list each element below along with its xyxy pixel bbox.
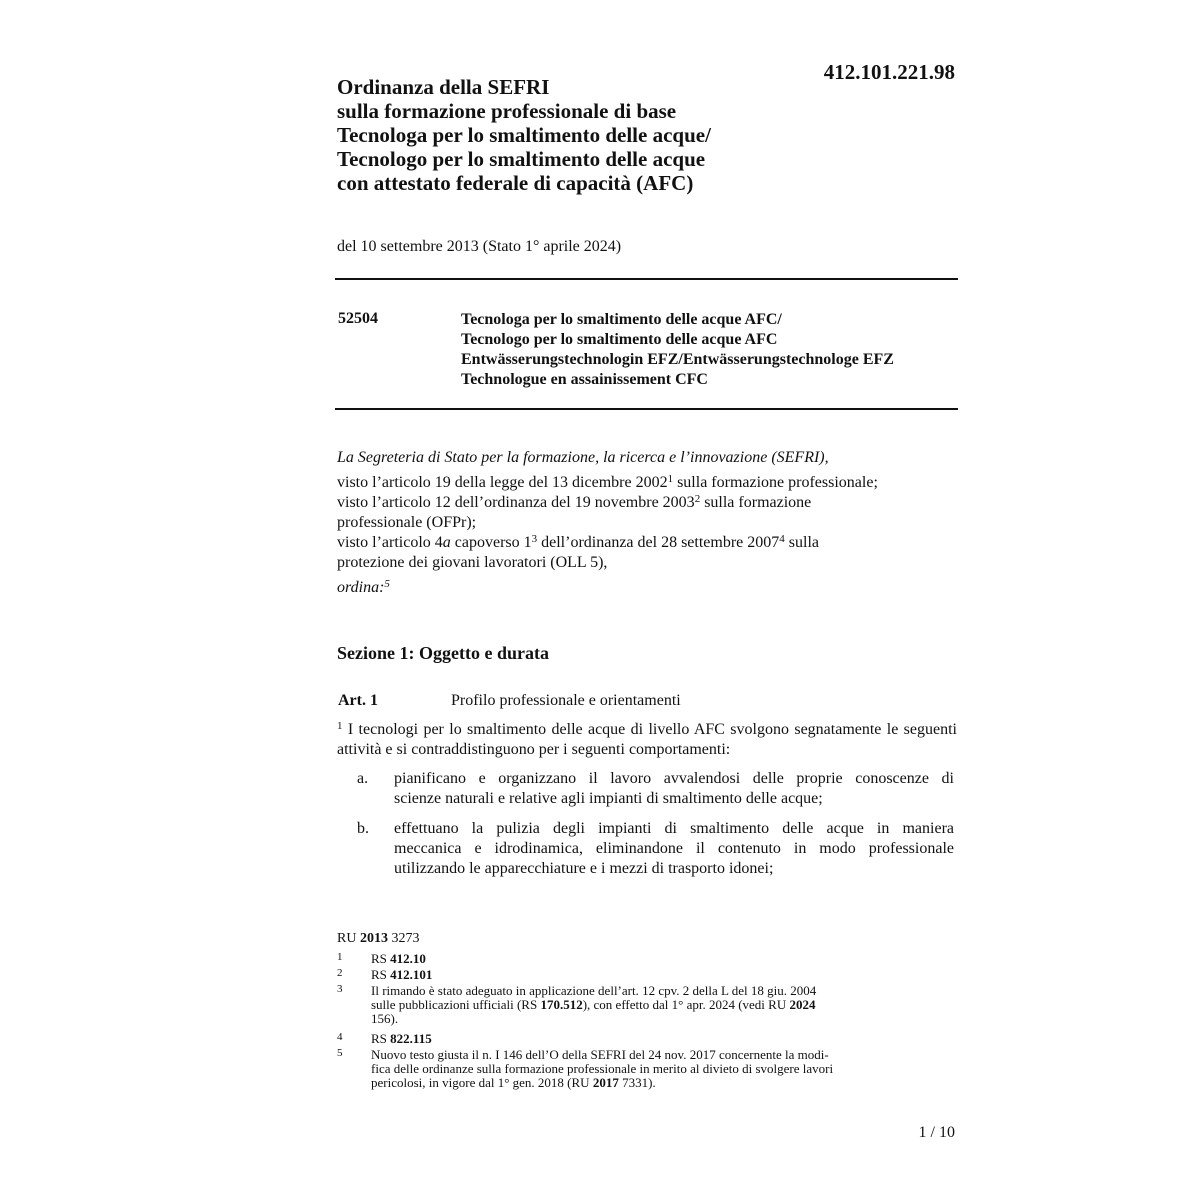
issuer: La Segreteria di Stato per la formazione, la ricerca e l’innovazione (SEFRI), — [337, 449, 829, 466]
footnote-number: 1 — [337, 951, 343, 963]
footnote-ref[interactable]: 5 — [384, 578, 390, 590]
sr-number: 412.101.221.98 — [823, 60, 955, 84]
footnote-ref[interactable]: 2 — [694, 493, 701, 505]
page-number: 1 / 10 — [918, 1124, 955, 1141]
footnote-number: 5 — [337, 1047, 343, 1059]
section-heading: Sezione 1: Oggetto e durata — [337, 643, 549, 663]
profession-names — [461, 310, 894, 390]
list-item-text: effettuano la pulizia degli impianti di smaltimento delle acque in maniera meccanica e idrodinamica, eliminandone il contenuto in modo professionale utilizzando le apparecchiature e i mezzi di trasporto idonei; — [394, 820, 954, 877]
article-label: Art. 1 — [338, 692, 378, 709]
footnote-text: RS 412.101 — [371, 967, 433, 982]
divider-top — [335, 278, 958, 280]
preamble-line: professionale (OFPr); — [337, 514, 477, 531]
preamble-line: visto l’articolo 4a capoverso $1^3$ dell’ordinanza del 28 settembre 2007$^4$ sulla — [337, 533, 819, 551]
profession-code: 52504 — [338, 310, 378, 327]
footnote-number: 3 — [337, 983, 343, 995]
footnote-ref[interactable]: 1 — [667, 473, 674, 485]
footnote-text: Nuovo testo giusta il n. I 146 dell’O della SEFRI del 24 nov. 2017 concernente la modi- fica delle ordinanze sulla formazione professionale in merito al divieto di svolgere lavori pericolosi, in vigore dal 1° gen. 2018 (RU 2017 7331). — [371, 1047, 834, 1090]
profession-name: Tecnologo per lo smaltimento delle acque AFC — [461, 331, 778, 348]
preamble-line: visto l’articolo 12 dell’ordinanza del 19 novembre 2003$^2$ sulla formazione — [337, 493, 812, 511]
article-paragraph: $^1$ I tecnologi per lo smaltimento delle acque di livello AFC svolgono segnatamente le seguenti attività e si contraddistinguono per i seguenti comportamenti: — [337, 720, 957, 758]
list-item-text: pianificano e organizzano il lavoro avvalendosi delle proprie conoscenze di scienze naturali e relative agli impianti di smaltimento delle acque; — [394, 770, 954, 807]
ordina: ordina:$^5$ — [337, 578, 390, 596]
footnote-text: RS 822.115 — [371, 1031, 432, 1046]
footnote-ref[interactable]: 4 — [779, 533, 785, 545]
footnote-ref[interactable]: 3 — [531, 533, 538, 545]
footnote-text: Il rimando è stato adeguato in applicazione dell’art. 12 cpv. 2 della L del 18 giu. 2004 sulle pubblicazioni ufficiali (RS 170.512), con effetto dal 1° apr. 2024 (vedi RU 2024 156). — [371, 983, 817, 1026]
profession-name: Technologue en assainissement CFC — [461, 371, 708, 388]
document-title — [337, 75, 797, 195]
preamble-line: visto l’articolo 19 della legge del 13 dicembre 2002$^1$ sulla formazione professionale; — [337, 473, 878, 491]
preamble-line: protezione dei giovani lavoratori (OLL 5), — [337, 554, 608, 571]
preamble — [337, 448, 957, 598]
footnote-number: 4 — [337, 1031, 343, 1043]
footnote-number: 2 — [337, 967, 343, 979]
footnote-text: RS 412.10 — [371, 951, 426, 966]
profession-name: Tecnologa per lo smaltimento delle acque AFC/ — [461, 311, 782, 328]
title-line: sulla formazione professionale di base — [337, 99, 677, 123]
ru-reference: RU 2013 3273 — [337, 931, 420, 946]
divider-bottom — [335, 408, 958, 410]
list-marker: a. — [357, 770, 369, 787]
profession-name: Entwässerungstechnologin EFZ/Entwässerungstechnologe EFZ — [461, 351, 894, 368]
title-line: Tecnologo per lo smaltimento delle acque — [337, 147, 706, 171]
paragraph-number: 1 — [337, 720, 343, 732]
title-line: Tecnologa per lo smaltimento delle acque/ — [337, 123, 711, 147]
document-date: del 10 settembre 2013 (Stato 1° aprile 2024) — [337, 238, 622, 255]
title-line: Ordinanza della SEFRI — [337, 75, 550, 99]
article-title: Profilo professionale e orientamenti — [451, 692, 681, 709]
title-line: con attestato federale di capacità (AFC) — [337, 171, 694, 195]
list-marker: b. — [357, 820, 369, 837]
